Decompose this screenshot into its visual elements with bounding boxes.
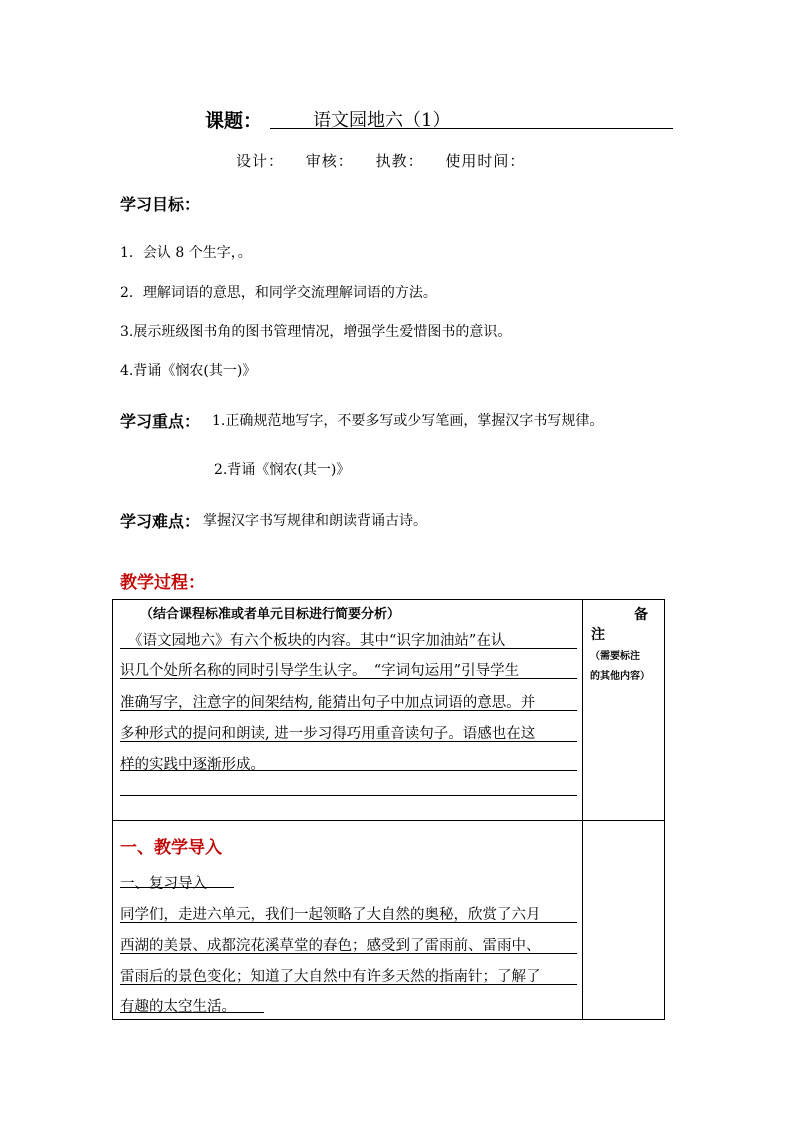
difficulty-text: 掌握汉字书写规律和朗读背诵古诗。	[203, 513, 427, 529]
analysis-line-4: 多种形式的提问和朗读, 进一步习得巧用重音读句子。语感也在这	[120, 726, 536, 742]
intro-line-1: 同学们，走进六单元，我们一起领略了大自然的奥秘，欣赏了六月	[120, 907, 541, 923]
intro-underline-1	[120, 922, 577, 923]
analysis-underline-3	[120, 710, 577, 711]
objective-2: 2．理解词语的意思，和同学交流理解词语的方法。	[120, 285, 437, 301]
difficulty-heading: 学习难点：	[120, 512, 201, 531]
analysis-line-5: 样的实践中逐渐形成。	[120, 757, 265, 773]
meta-time: 使用时间：	[445, 152, 526, 170]
analysis-heading: （结合课程标准或者单元目标进行简要分析）	[140, 607, 401, 622]
intro-line-3: 雷雨后的景色变化；知道了大自然中有许多天然的指南针；了解了	[120, 969, 541, 985]
meta-teacher: 执教：	[375, 152, 424, 170]
objective-3: 3.展示班级图书角的图书管理情况，增强学生爱惜图书的意识。	[120, 324, 512, 340]
analysis-line-1: 《语文园地六》有六个板块的内容。其中“识字加油站”在认	[128, 633, 506, 649]
lesson-title: 语文园地六（1）	[313, 110, 451, 131]
intro-heading: 一、教学导入	[120, 838, 222, 858]
intro-subheading-underline	[120, 887, 234, 888]
focus-heading: 学习重点：	[120, 412, 201, 431]
title-underline	[270, 128, 673, 129]
notes-hint-1: （需要标注	[590, 651, 640, 662]
intro-line-4: 有趣的太空生活。	[120, 999, 236, 1015]
meta-row	[236, 150, 541, 171]
focus-item-2: 2.背诵《悯农(其一)》	[214, 462, 351, 478]
analysis-line-3: 准确写字，注意字的间架结构, 能猜出句子中加点词语的意思。并	[120, 695, 536, 711]
analysis-line-2: 识几个处所名称的同时引导学生认字。 “字词句运用”引导学生	[120, 663, 520, 679]
notes-hint-2: 的其他内容）	[590, 671, 650, 682]
meta-design: 设计：	[236, 152, 285, 170]
analysis-underline-1	[120, 648, 577, 649]
lesson-title-label: 课题：	[205, 110, 263, 132]
intro-underline-3	[120, 984, 577, 985]
analysis-underline-2	[120, 678, 577, 679]
table-row-divider	[112, 820, 665, 821]
intro-underline-2	[120, 953, 577, 954]
table-column-divider	[582, 599, 583, 1020]
intro-line-2: 西湖的美景、成都浣花溪草堂的春色；感受到了雷雨前、雷雨中、	[120, 938, 541, 954]
analysis-underline-6	[120, 795, 577, 796]
focus-item-1: 1.正确规范地写字，不要多写或少写笔画，掌握汉字书写规律。	[212, 413, 604, 429]
objectives-heading: 学习目标：	[120, 195, 201, 214]
process-heading: 教学过程：	[120, 573, 205, 593]
analysis-underline-4	[120, 741, 577, 742]
intro-underline-4	[120, 1012, 264, 1013]
notes-title-1: 备	[634, 607, 648, 623]
intro-subheading: 一、复习导入	[120, 876, 207, 892]
analysis-underline-5	[120, 770, 577, 771]
objective-4: 4.背诵《悯农(其一)》	[120, 363, 257, 379]
objective-1: 1．会认 8 个生字，。	[120, 245, 252, 261]
notes-title-2: 注	[591, 627, 605, 643]
meta-review: 审核：	[305, 152, 354, 170]
